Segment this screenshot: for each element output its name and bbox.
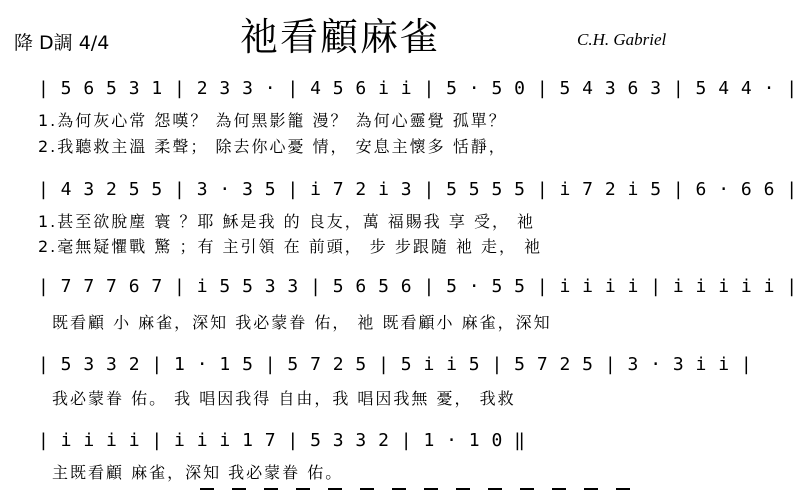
lyric-row-1-verse-1: 1.為何灰心常 怨嘆？ 為何黑影籠 漫？ 為何心靈覺 孤單？ — [38, 111, 507, 130]
cropped-next-line — [0, 486, 700, 494]
key-signature: 降 D調 4/4 — [14, 32, 110, 54]
notation-row-3: | 7 7 7 6 7 | i 5 5 3 3 | 5 6 5 6 | 5 · 5 5 | i i i i | i i i i i | — [38, 276, 798, 297]
lyric-row-1-verse-2: 2.我聽救主溫 柔聲； 除去你心憂 情， 安息主懷多 恬靜， — [38, 137, 507, 156]
notation-row-2: | 4 3 2 5 5 | 3 · 3 5 | i 7 2 i 3 | 5 5 5 5 | i 7 2 i 5 | 6 · 6 6 | — [38, 179, 798, 200]
page-title: 祂看顧麻雀 — [240, 15, 441, 59]
composer: C.H. Gabriel — [577, 30, 667, 49]
lyric-row-2-verse-1: 1.甚至欲脫塵 寰 ？耶 穌是我 的 良友，萬 福賜我 享 受， 祂 — [38, 212, 536, 231]
notation-row-1: | 5 6 5 3 1 | 2 3 3 · | 4 5 6 i i | 5 · 5 0 | 5 4 3 6 3 | 5 4 4 · | — [38, 78, 798, 99]
notation-row-4: | 5 3 3 2 | 1 · 1 5 | 5 7 2 5 | 5 i i 5 | 5 7 2 5 | 3 · 3 i i | — [38, 354, 753, 375]
notation-row-5: | i i i i | i i i 1 7 | 5 3 3 2 | 1 · 1 0 ‖ — [38, 430, 526, 451]
lyric-row-3: 既看顧 小 麻雀，深知 我必蒙眷 佑， 祂 既看顧小 麻雀，深知 — [52, 313, 552, 332]
lyric-row-4: 我必蒙眷 佑。 我 唱因我得 自由，我 唱因我無 憂， 我救 — [52, 389, 516, 408]
lyric-row-2-verse-2: 2.毫無疑懼戰 驚 ；有 主引領 在 前頭， 步 步跟隨 祂 走， 祂 — [38, 237, 543, 256]
lyric-row-5: 主既看顧 麻雀，深知 我必蒙眷 佑。 — [52, 463, 344, 482]
